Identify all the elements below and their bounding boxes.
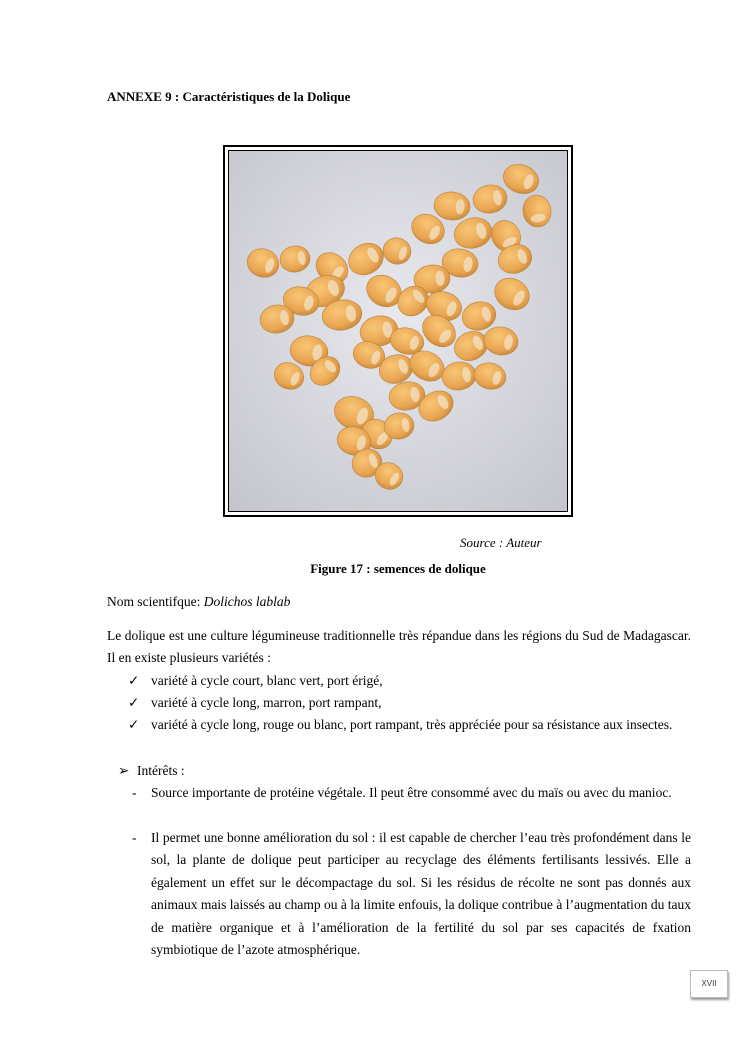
interest-item: - Source importante de protéine végétale. Il peut être consommé avec du maïs ou avec du manioc. <box>132 782 691 804</box>
figure-caption: Figure 17 : semences de dolique <box>310 561 486 576</box>
seeds-photo <box>228 150 568 512</box>
variety-item: ✓ variété à cycle long, marron, port rampant, <box>128 692 691 714</box>
variety-item: ✓ variété à cycle court, blanc vert, port érigé, <box>128 670 691 692</box>
dash-bullet: - <box>132 830 137 845</box>
arrow-bullet-icon: ➢ <box>118 763 130 778</box>
dash-bullet: - <box>132 785 137 800</box>
checkmark-icon: ✓ <box>128 717 140 732</box>
figure-source: Source : Auteur <box>460 535 542 550</box>
figure-frame <box>223 145 573 517</box>
page-number: XVII <box>690 970 728 998</box>
variety-item: ✓ variété à cycle long, rouge ou blanc, port rampant, très appréciée pour sa résistance aux insectes. <box>128 714 691 736</box>
scientific-name <box>107 594 290 610</box>
interest-item: - Il permet une bonne amélioration du sol : il est capable de chercher l’eau très profondément dans le sol, la plante de dolique peut participer au recyclage des éléments fertilisants lessivés. Elle a également un effet sur le décompactage du sol. Si les résidus de récolte ne sont pas donnés aux animaux mais laissés au champ ou à la limite enfouis, la dolique contribue à l’augmentation du taux de matière organique et à l’amélioration de la fertilité du sol par ses capacités de fxation symbiotique de l’azote atmosphérique. <box>132 827 691 961</box>
interests-heading: ➢ Intérêts : <box>118 760 185 782</box>
checkmark-icon: ✓ <box>128 673 140 688</box>
scientific-name-label: Nom scientifque: <box>107 594 204 609</box>
checkmark-icon: ✓ <box>128 695 140 710</box>
scientific-name-value: Dolichos lablab <box>203 594 291 609</box>
seeds-illustration <box>229 151 567 511</box>
intro-paragraph: Le dolique est une culture légumineuse traditionnelle très répandue dans les régions du Sud de Madagascar. Il en existe plusieurs variétés : <box>107 628 691 666</box>
annex-title: ANNEXE 9 : Caractéristiques de la Dolique <box>107 89 351 104</box>
